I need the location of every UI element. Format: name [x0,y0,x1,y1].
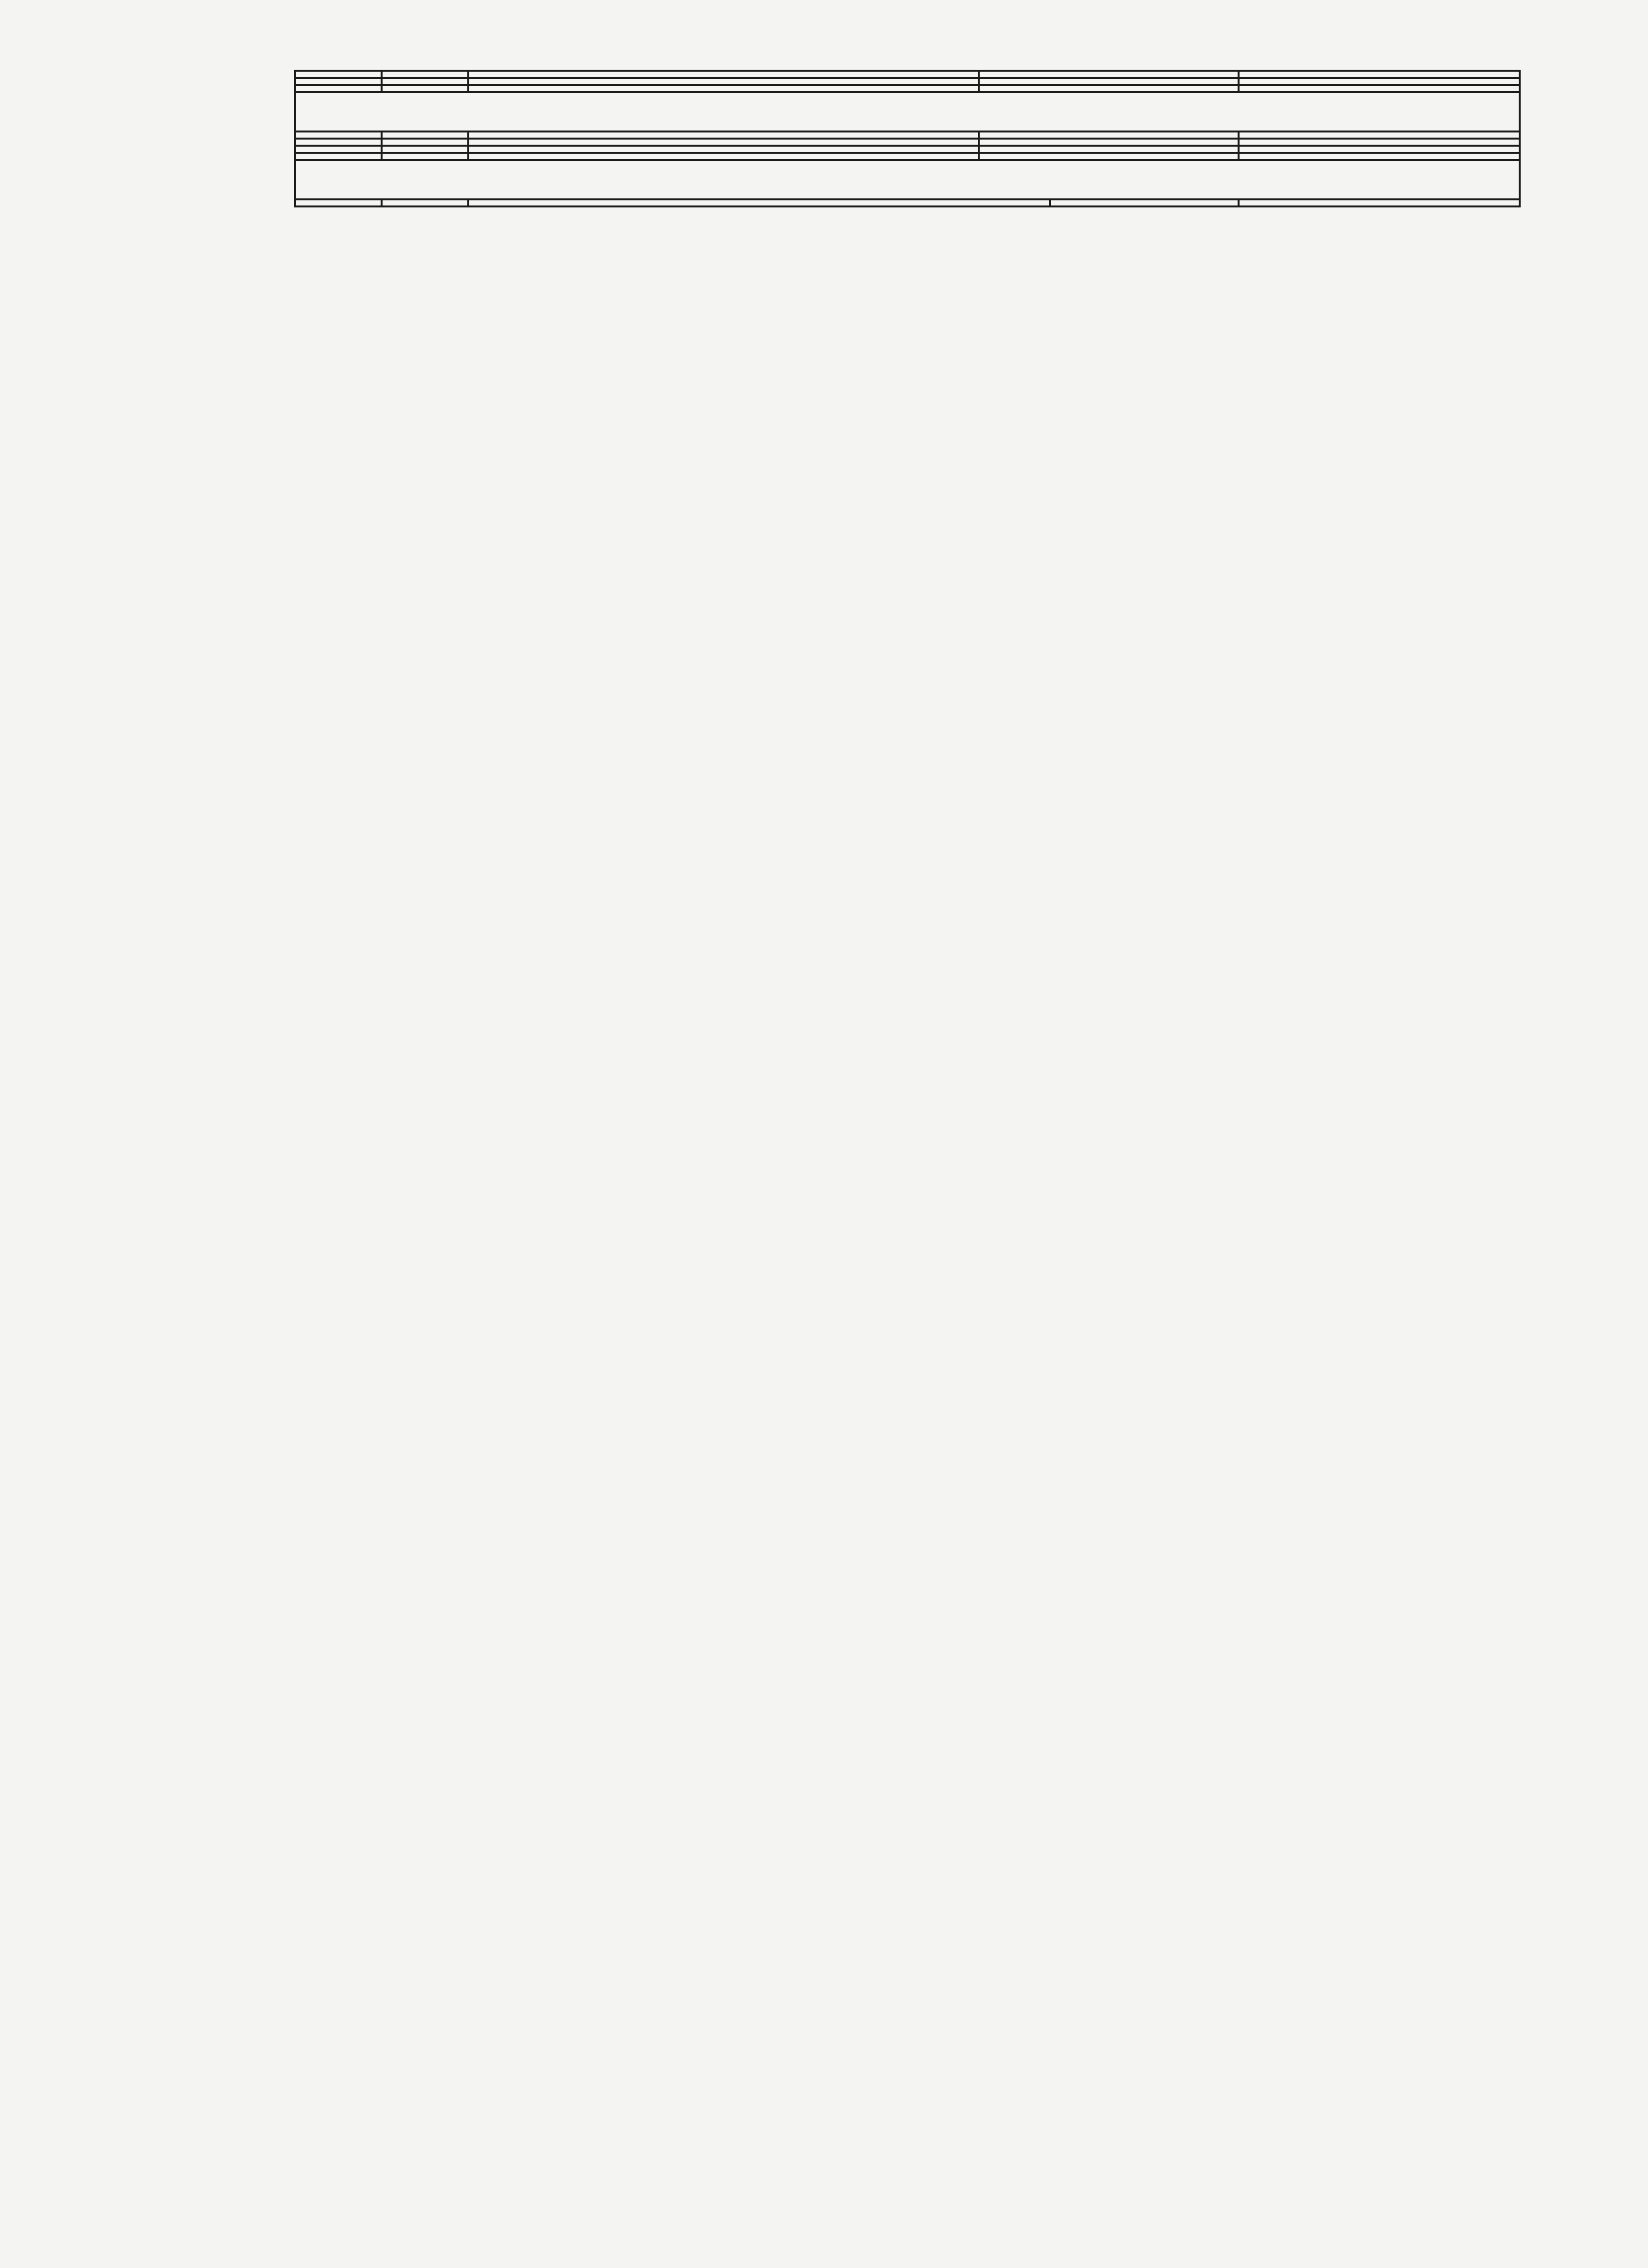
row-index [382,139,469,146]
row-number [295,146,382,153]
section-title [295,92,1520,132]
table-header-row [295,132,1520,139]
partner-cell [1239,85,1520,92]
action-cell [469,153,979,160]
partner-cell [1239,78,1520,85]
responsible-cell [979,85,1239,92]
row-index [382,153,469,160]
row-index [382,71,469,78]
table-row [295,139,1520,146]
responsible-cell [979,78,1239,85]
section-title [295,160,1520,200]
action-cell [469,78,979,85]
header-responsible [979,132,1239,139]
row-index [382,78,469,85]
table-row [295,146,1520,153]
partner-cell [1239,71,1520,78]
header-time [1050,200,1239,207]
responsible-cell [979,71,1239,78]
partner-cell [1239,139,1520,146]
row-number [295,85,382,92]
row-index [382,146,469,153]
header-num [382,200,469,207]
partner-cell [1239,146,1520,153]
row-number [295,71,382,78]
header-responsible [1239,200,1520,207]
action-cell [469,146,979,153]
responsible-cell [979,153,1239,160]
header-action [469,132,979,139]
table-row [295,85,1520,92]
row-index [382,85,469,92]
action-cell [469,85,979,92]
row-number [295,153,382,160]
plan-table [294,70,1521,207]
table-row [295,71,1520,78]
section-heading-row [295,92,1520,132]
table-row [295,153,1520,160]
header-partner [1239,132,1520,139]
action-cell [469,71,979,78]
table-header-row [295,200,1520,207]
row-number [295,139,382,146]
header-action [469,200,1050,207]
partner-cell [1239,153,1520,160]
responsible-cell [979,146,1239,153]
table-row [295,78,1520,85]
header-num [382,132,469,139]
row-number [295,78,382,85]
section-heading-row [295,160,1520,200]
action-cell [469,139,979,146]
responsible-cell [979,139,1239,146]
